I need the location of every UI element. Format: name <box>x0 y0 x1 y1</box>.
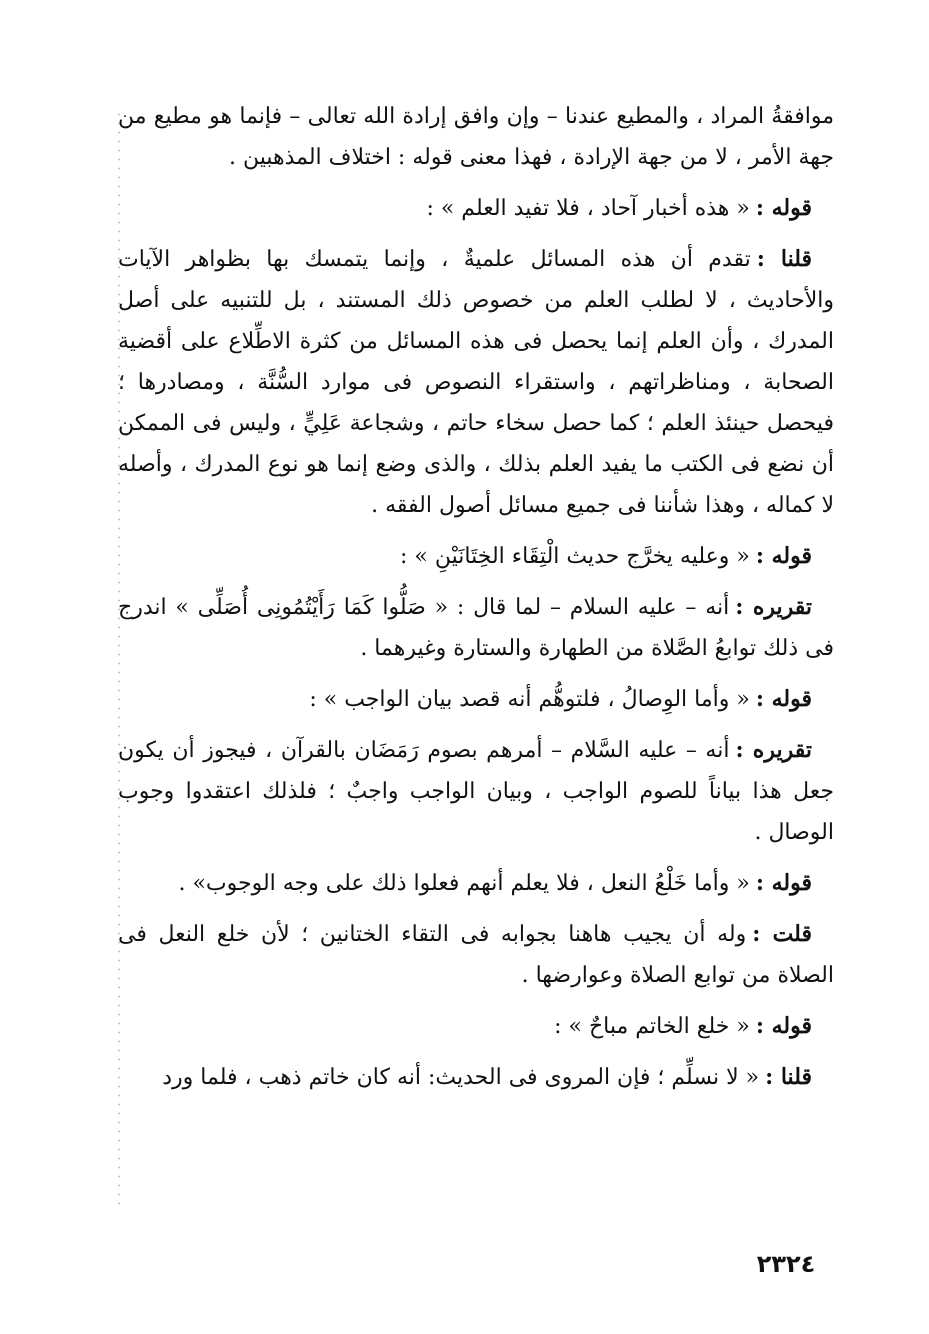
paragraph-text: « خلع الخاتم مباحٌ » : <box>554 1014 750 1039</box>
paragraph-text: « وعليه يخرَّج حديث الْتِقَاء الخِتَانَيْنِ » : <box>400 544 750 569</box>
paragraph-label: قوله : <box>755 686 812 712</box>
paragraph-text: أنه – عليه السَّلام – أمرهم بصوم رَمَضَان بالقرآن ، فيجوز أن يكون جعل هذا بياناً للصوم الواجب ، وبيان الواجب واجبٌ ؛ فلذلك اعتقدوا وجوب الوصال . <box>118 738 834 845</box>
paragraph-text: « وأما خَلْعُ النعل ، فلا يعلم أنهم فعلوا ذلك على وجه الوجوب» . <box>178 871 750 896</box>
paragraph-label: تقريره : <box>735 594 812 620</box>
paragraph-label: قوله : <box>755 1013 812 1039</box>
paragraph-2 <box>118 188 834 229</box>
paragraph-7 <box>118 730 834 853</box>
paragraph-label: قوله : <box>755 195 812 221</box>
paragraph-label: قوله : <box>755 870 812 896</box>
paragraph-label: قلت : <box>752 921 812 947</box>
paragraph-9 <box>118 914 834 996</box>
page-number: ٢٣٢٤ <box>756 1250 816 1278</box>
paragraph-text: موافقةُ المراد ، والمطيع عندنا – وإن وافق إرادة الله تعالى – فإنما هو مطيع من جهة الأمر ، لا من جهة الإرادة ، فهذا معنى قوله : اختلاف المذهبين . <box>118 104 834 170</box>
paragraph-label: تقريره : <box>735 737 812 763</box>
paragraph-6 <box>118 679 834 720</box>
paragraph-1 <box>118 96 834 178</box>
paragraph-text: « وأما الوِصالُ ، فلتوهُّم أنه قصد بيان الواجب » : <box>309 687 750 712</box>
paragraph-text: أنه – عليه السلام – لما قال : « صَلُّوا كَمَا رَأَيْتُمُونِى أُصَلِّى » اندرج فى ذلك توابعُ الصَّلاة من الطهارة والستارة وغيرهما . <box>118 595 834 661</box>
paragraph-text: « لا نسلِّم ؛ فإن المروى فى الحديث: أنه كان خاتم ذهب ، فلما ورد <box>162 1065 760 1090</box>
paragraph-8 <box>118 863 834 904</box>
paragraph-10 <box>118 1006 834 1047</box>
paragraph-4 <box>118 536 834 577</box>
paragraph-3 <box>118 239 834 526</box>
page-body <box>118 96 834 1108</box>
paragraph-11 <box>118 1057 834 1098</box>
paragraph-text: تقدم أن هذه المسائل علميةٌ ، وإنما يتمسك بها بظواهر الآيات والأحاديث ، لا لطلب العلم من خصوص ذلك المستند ، بل للتنبيه على أصل المدرك ، وأن العلم إنما يحصل فى هذه المسائل من كثرة الاطِّلاع على أقضية الصحابة ، ومناظراتهم ، واستقراء النصوص فى موارد السُّنَّة ، ومصادرها ؛ فيحصل حينئذ العلم ؛ كما حصل سخاء حاتم ، وشجاعة عَلِيٍّ ، وليس فى الممكن أن نضع فى الكتب ما يفيد العلم بذلك ، والذى وضع إنما هو نوع المدرك ، وأصله لا كماله ، وهذا شأننا فى جميع مسائل أصول الفقه . <box>118 247 834 518</box>
paragraph-label: قوله : <box>755 543 812 569</box>
paragraph-text: وله أن يجيب هاهنا بجوابه فى التقاء الختانين ؛ لأن خلع النعل فى الصلاة من توابع الصلاة وعوارضها . <box>118 922 834 988</box>
paragraph-label: قلنا : <box>765 1064 812 1090</box>
paragraph-5 <box>118 587 834 669</box>
paragraph-text: « هذه أخبار آحاد ، فلا تفيد العلم » : <box>426 196 750 221</box>
paragraph-label: قلنا : <box>756 246 813 272</box>
